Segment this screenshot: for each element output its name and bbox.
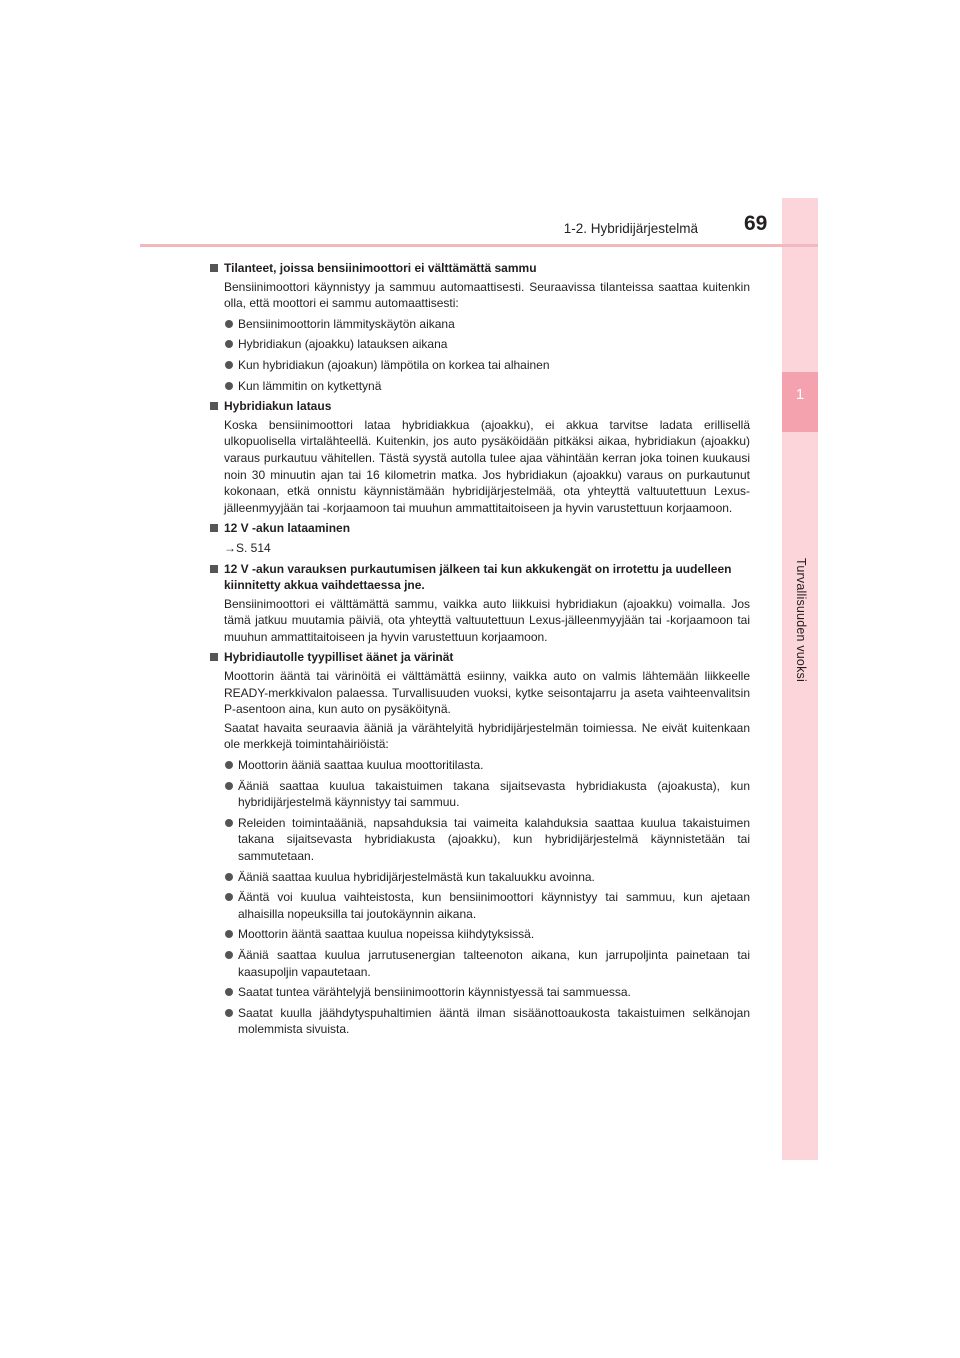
section-title: 1-2. Hybridijärjestelmä <box>563 221 698 236</box>
bullet-item: Hybridiakun (ajoakku) latauksen aikana <box>208 336 750 353</box>
section-heading: 12 V -akun varauksen purkautumisen jälkeen tai kun akkukengät on irrotettu ja uudelleen kiinnitetty akkua vaihdettaessa jne. <box>208 561 750 594</box>
chapter-title-text: Turvallisuuden vuoksi <box>794 558 808 682</box>
page-reference-link[interactable]: →S. 514 <box>224 540 271 555</box>
chapter-number: 1 <box>795 386 805 403</box>
section-heading: Hybridiautolle tyypilliset äänet ja värinät <box>208 649 750 666</box>
bullet-item: Saatat kuulla jäähdytyspuhaltimien ääntä ilman sisäänottoaukosta takaistuimen selkänojan molemmista sivuista. <box>208 1005 750 1038</box>
bullet-item: Moottorin ääntä saattaa kuulua nopeissa kiihdytyksissä. <box>208 926 750 943</box>
bullet-item: Ääniä saattaa kuulua takaistuimen takana sijaitsevasta hybridiakusta (ajoakusta), kun hybridijärjestelmä käynnistyy tai sammuu. <box>208 778 750 811</box>
paragraph: Bensiinimoottori käynnistyy ja sammuu automaattisesti. Seuraavissa tilanteissa saattaa kuitenkin olla, että moottori ei sammu automaattisesti: <box>224 279 750 311</box>
paragraph: Moottorin ääntä tai värinöitä ei välttämättä esiinny, vaikka auto on valmis lähtemään liikkeelle READY-merkkivalon palaessa. Turvallisuuden vuoksi, kytke seisontajarru ja aseta vaihteenvalitsin P-asentoon aina, kun auto on pysäköitynä. <box>224 669 750 717</box>
section-heading: 12 V -akun lataaminen <box>208 520 750 537</box>
bullet-item: Kun lämmitin on kytkettynä <box>208 378 750 395</box>
bullet-item: Moottorin ääniä saattaa kuulua moottoritilasta. <box>208 757 750 774</box>
paragraph: Koska bensiinimoottori lataa hybridiakkua (ajoakku), ei akkua tarvitse ladata erillisellä ulkopuolisella virtalähteellä. Kuitenkin, jos auto pysäköidään pitkäksi aikaa, hybridiakun (ajoakku) varaus purkautuu vähitellen. Tästä syystä autolla tulee ajaa vähintään kerran joka toinen kuukausi noin 30 minuutin ajan tai 16 kilometrin matka. Jos hybridiakun (ajoakku) varaus on purkautunut kokonaan, etkä onnistu käynnistämään hybridijärjestelmää, ota yhteyttä valtuutettuun Lexus-jälleenmyyjään tai -korjaamoon tai muuhun ammattitaitoiseen ja hyvin varustettuun korjaamoon. <box>224 417 750 515</box>
paragraph: Saatat havaita seuraavia ääniä ja värähtelyitä hybridijärjestelmän toimiessa. Ne eivät kuitenkaan ole merkkejä toimintahäiriöistä: <box>224 720 750 752</box>
bullet-item: Ääntä voi kuulua vaihteistosta, kun bensiinimoottori käynnistyy tai sammuu, kun ajetaan alhaisilla nopeuksilla tai joutokäynnin aikana. <box>208 889 750 922</box>
page-number: 69 <box>744 212 768 235</box>
bullet-item: Saatat tuntea värähtelyjä bensiinimoottorin käynnistyessä tai sammuessa. <box>208 984 750 1001</box>
page-content <box>208 256 750 1038</box>
bullet-item: Bensiinimoottorin lämmityskäytön aikana <box>208 316 750 333</box>
bullet-item: Ääniä saattaa kuulua hybridijärjestelmästä kun takaluukku avoinna. <box>208 869 750 886</box>
bullet-item: Releiden toimintaääniä, napsahduksia tai vaimeita kalahduksia saattaa kuulua takaistuimen takana sijaitsevasta hybridiakusta (ajoakku), kun hybridijärjestelmä käynnistetään tai sammutetaan. <box>208 815 750 865</box>
paragraph: Bensiinimoottori ei välttämättä sammu, vaikka auto liikkuisi hybridiakun (ajoakku) voimalla. Jos tämä jatkuu muutamia päiviä, ota yhteyttä valtuutettuun Lexus-jälleenmyyjään tai -korjaamoon tai muuhun ammattitaitoiseen ja hyvin varustettuun korjaamoon. <box>224 596 750 644</box>
bullet-item: Ääniä saattaa kuulua jarrutusenergian talteenoton aikana, kun jarrupoljinta painetaan tai kaasupoljin vapautetaan. <box>208 947 750 980</box>
header-rule <box>140 244 818 247</box>
chapter-title-vertical <box>776 520 826 720</box>
section-heading: Hybridiakun lataus <box>208 398 750 415</box>
bullet-item: Kun hybridiakun (ajoakun) lämpötila on korkea tai alhainen <box>208 357 750 374</box>
section-heading: Tilanteet, joissa bensiinimoottori ei välttämättä sammu <box>208 260 750 277</box>
